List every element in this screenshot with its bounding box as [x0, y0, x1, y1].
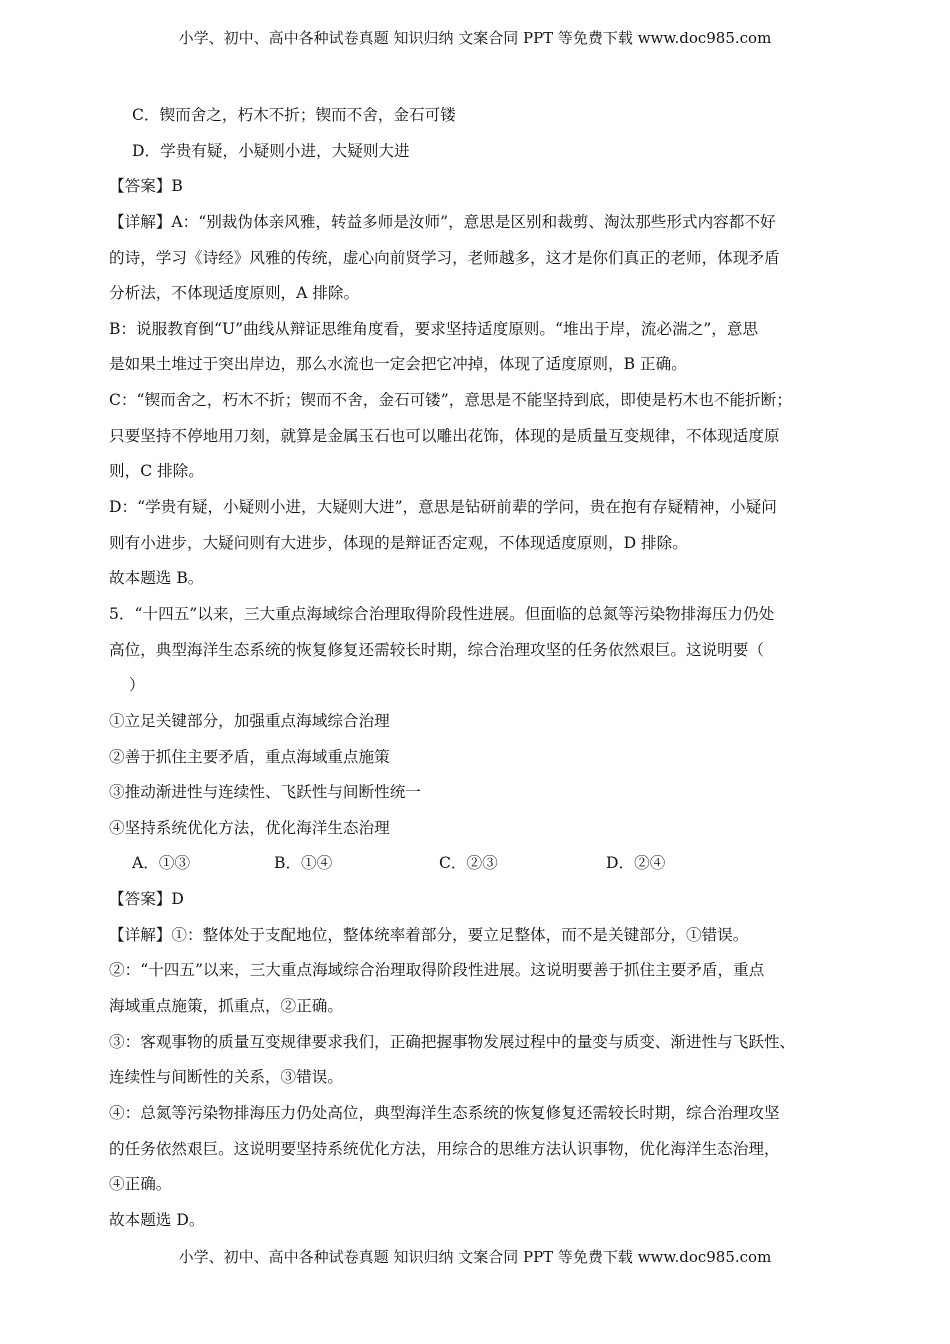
- q5-explanation-line: ④：总氮等污染物排海压力仍处高位，典型海洋生态系统的恢复修复还需较长时期，综合治理攻坚: [109, 1103, 780, 1122]
- q4-explanation-line: 的诗，学习《诗经》风雅的传统，虚心向前贤学习，老师越多，这才是你们真正的老师，体现矛盾: [109, 248, 780, 267]
- q5-option-c: C．②③: [439, 854, 498, 873]
- q5-conclusion: 故本题选 D。: [109, 1210, 205, 1229]
- q4-explanation-line: 则有小进步，大疑问则有大进步，体现的是辩证否定观，不体现适度原则，D 排除。: [109, 533, 688, 552]
- q4-explanation-line: D：“学贵有疑，小疑则小进，大疑则大进”，意思是钻研前辈的学问，贵在抱有存疑精神，小疑问: [109, 498, 777, 517]
- q4-explanation-line: C：“锲而舍之，朽木不折；锲而不舍，金石可镂”，意思是不能坚持到底，即使是朽木也不能折断；: [109, 391, 792, 410]
- q4-conclusion: 故本题选 B。: [109, 569, 204, 588]
- q5-explanation-line: 连续性与间断性的关系，③错误。: [109, 1068, 343, 1087]
- q4-option-d: D．学贵有疑，小疑则小进，大疑则大进: [132, 141, 410, 160]
- q5-option-d: D．②④: [606, 854, 666, 873]
- q5-option-a: A．①③: [132, 854, 191, 873]
- q4-explanation-line: 分析法，不体现适度原则，A 排除。: [109, 284, 360, 303]
- q5-options: [109, 848, 849, 884]
- q5-statement-2: ②善于抓住主要矛盾，重点海域重点施策: [109, 747, 390, 766]
- q4-explanation-line: B：说服教育倒“U”曲线从辩证思维角度看，要求坚持适度原则。“堆出于岸，流必湍之”，意思: [109, 319, 759, 338]
- q5-stem-line: 高位，典型海洋生态系统的恢复修复还需较长时期，综合治理攻坚的任务依然艰巨。这说明要（: [109, 640, 764, 659]
- q4-explanation-line: 则，C 排除。: [109, 462, 204, 481]
- q5-explanation-line: 【详解】①：整体处于支配地位，整体统率着部分，要立足整体，而不是关键部分，①错误。: [109, 925, 749, 944]
- q5-bracket: [109, 670, 849, 706]
- page-header: 小学、初中、高中各种试卷真题 知识归纳 文案合同 PPT 等免费下载 www.doc985.com: [178, 29, 772, 47]
- document-body: [109, 100, 849, 1241]
- q5-statement-4: ④坚持系统优化方法，优化海洋生态治理: [109, 818, 390, 837]
- q4-explanation-line: 是如果土堆过于突出岸边，那么水流也一定会把它冲掉，体现了适度原则，B 正确。: [109, 355, 687, 374]
- q5-explanation-line: ②：“十四五”以来，三大重点海域综合治理取得阶段性进展。这说明要善于抓住主要矛盾，重点: [109, 961, 765, 980]
- q4-explanation-line: 只要坚持不停地用刀刻，就算是金属玉石也可以雕出花饰，体现的是质量互变规律，不体现适度原: [109, 426, 780, 445]
- q5-option-b: B．①④: [274, 854, 333, 873]
- q5-explanation-line: 海域重点施策，抓重点，②正确。: [109, 997, 343, 1016]
- q5-explanation-line: 的任务依然艰巨。这说明要坚持系统优化方法，用综合的思维方法认识事物，优化海洋生态治理，: [109, 1139, 780, 1158]
- q5-statement-1: ①立足关键部分，加强重点海域综合治理: [109, 711, 390, 730]
- page-footer: 小学、初中、高中各种试卷真题 知识归纳 文案合同 PPT 等免费下载 www.doc985.com: [178, 1248, 772, 1266]
- q4-explanation-line: 【详解】A：“别裁伪体亲风雅，转益多师是汝师”，意思是区别和裁剪、淘汰那些形式内容都不好: [109, 212, 776, 231]
- q5-answer: 【答案】D: [109, 890, 184, 909]
- q5-stem-line: 5．“十四五”以来，三大重点海域综合治理取得阶段性进展。但面临的总氮等污染物排海压力仍处: [109, 604, 775, 623]
- q5-statement-3: ③推动渐进性与连续性、飞跃性与间断性统一: [109, 783, 421, 802]
- q5-explanation-line: ③：客观事物的质量互变规律要求我们，正确把握事物发展过程中的量变与质变、渐进性与飞跃性、: [109, 1032, 796, 1051]
- q4-answer: 【答案】B: [109, 177, 183, 196]
- q5-bracket-text: ）: [129, 676, 145, 695]
- q5-explanation-line: ④正确。: [109, 1175, 172, 1194]
- q4-option-c: C．锲而舍之，朽木不折；锲而不舍，金石可镂: [132, 106, 456, 124]
